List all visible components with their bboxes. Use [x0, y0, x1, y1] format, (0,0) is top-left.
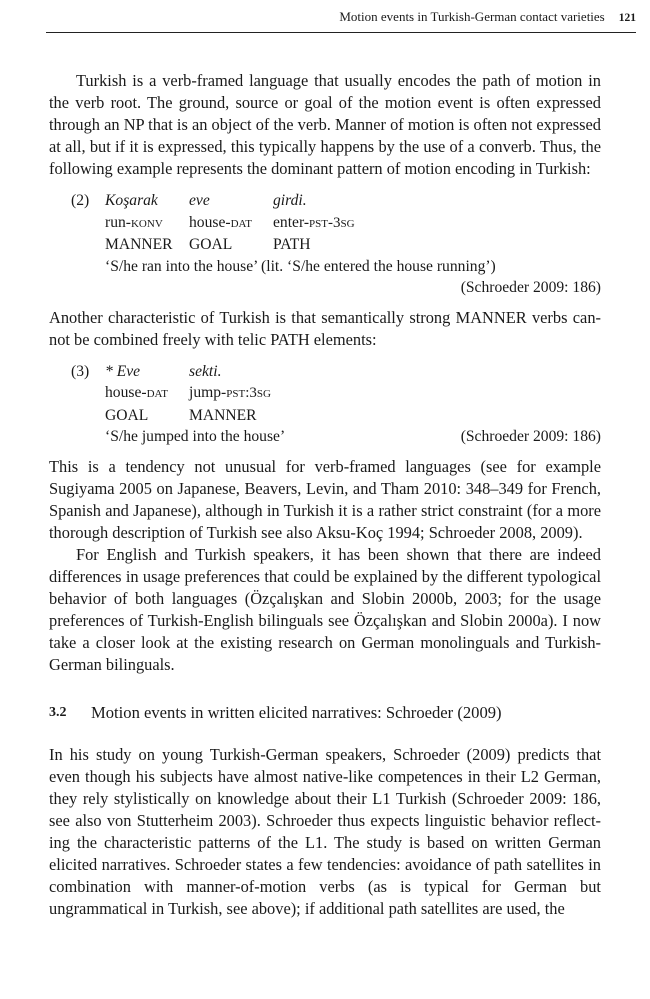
example-translation: ‘S/he ran into the house’ (lit. ‘S/he entered the house running’): [105, 257, 496, 275]
example-role: GOAL: [105, 406, 149, 424]
example-2-words: [71, 190, 601, 212]
paragraph-5: In his study on young Turkish-German speakers, Schroeder (2009) predicts that even though his subjects have almost native-like competences in their L2 German, they rely stylistically on knowledge about their L1 Turkish (Schroeder 2009: 186, see also von Stutterheim 2003). Schroeder thus expects linguistic behavior reflecting the characteristic patterns of the L1. The study is based on written German elicited narratives. Schroeder states a few tendencies: avoidance of path satellites in combination with manner-of-motion verbs (as is typical for German but ungrammatical in Turkish, see above); if additional path satellites are used, the: [49, 744, 601, 918]
section-heading: [49, 702, 601, 724]
example-3: [71, 361, 601, 448]
example-gloss: jump-pst:3sg: [189, 384, 271, 401]
example-word: girdi.: [273, 192, 307, 209]
example-role: PATH: [273, 236, 311, 253]
example-word: eve: [189, 192, 210, 209]
example-source: (Schroeder 2009: 186): [460, 279, 601, 296]
running-head: [46, 8, 636, 33]
example-number: (2): [71, 192, 90, 209]
running-title: Motion events in Turkish-German contact varieties: [339, 9, 605, 24]
example-2-roles: [71, 234, 601, 256]
paragraph-3: This is a tendency not unusual for verb-framed languages (see for example Sugiyama 2005 on Japanese, Beavers, Levin, and Tham 2010: 348–349 for French, Spanish and Japanese), although in Turkish it is a rather strict constraint (for a more thorough description of Turkish see also Aksu-Koç 1994; Schroeder 2008, 2009).: [49, 456, 601, 542]
paragraph-1: Turkish is a verb-framed language that usually encodes the path of motion in the verb root. The ground, source or goal of the motion event is often expressed through an NP that is an object of the verb. Manner of motion is often not expressed at all, but if it is expressed, this typically happens by the use of a converb. Thus, the following example represents the dominant pattern of motion encoding in Turkish:: [49, 71, 601, 178]
example-role: MANNER: [189, 406, 257, 424]
page-number: 121: [618, 12, 636, 24]
example-3-translation-row: [71, 426, 601, 448]
section-title: Motion events in written elicited narratives: Schroeder (2009): [91, 702, 502, 722]
example-word: Koşarak: [105, 192, 158, 209]
example-word: * Eve: [105, 362, 141, 380]
example-3-words: [71, 361, 601, 383]
example-2-glosses: [71, 212, 601, 235]
page-body: [49, 70, 601, 920]
example-2-translation-row: [71, 256, 601, 278]
example-3-roles: [71, 405, 601, 427]
example-translation: ‘S/he jumped into the house’: [105, 428, 286, 445]
example-2: [71, 190, 601, 299]
example-gloss: house-dat: [105, 384, 168, 401]
example-role: MANNER: [105, 236, 173, 253]
example-role: GOAL: [189, 236, 233, 253]
paragraph-4: For English and Turkish speakers, it has been shown that there are indeed differences in usage preferences that could be explained by the different typological behavior of both languages (Özçalışkan and Slobin 2000b, 2003; for the usage preferences of Turkish-English bilinguals see Özçalışkan and Slobin 2000a). I now take a closer look at the existing research on German monolinguals and Turkish-German bilinguals.: [49, 544, 601, 674]
example-gloss: run-konv: [105, 213, 163, 231]
paragraph-2: Another characteristic of Turkish is that semantically strong MANNER verbs cannot be combined freely with telic PATH elements:: [49, 307, 601, 349]
section-number: 3.2: [49, 704, 67, 720]
example-source: (Schroeder 2009: 186): [460, 428, 601, 445]
example-3-glosses: [71, 382, 601, 405]
example-word: sekti.: [189, 362, 222, 380]
example-gloss: house-dat: [189, 213, 252, 231]
example-gloss: enter-pst-3sg: [273, 213, 355, 231]
example-number: (3): [71, 362, 90, 380]
